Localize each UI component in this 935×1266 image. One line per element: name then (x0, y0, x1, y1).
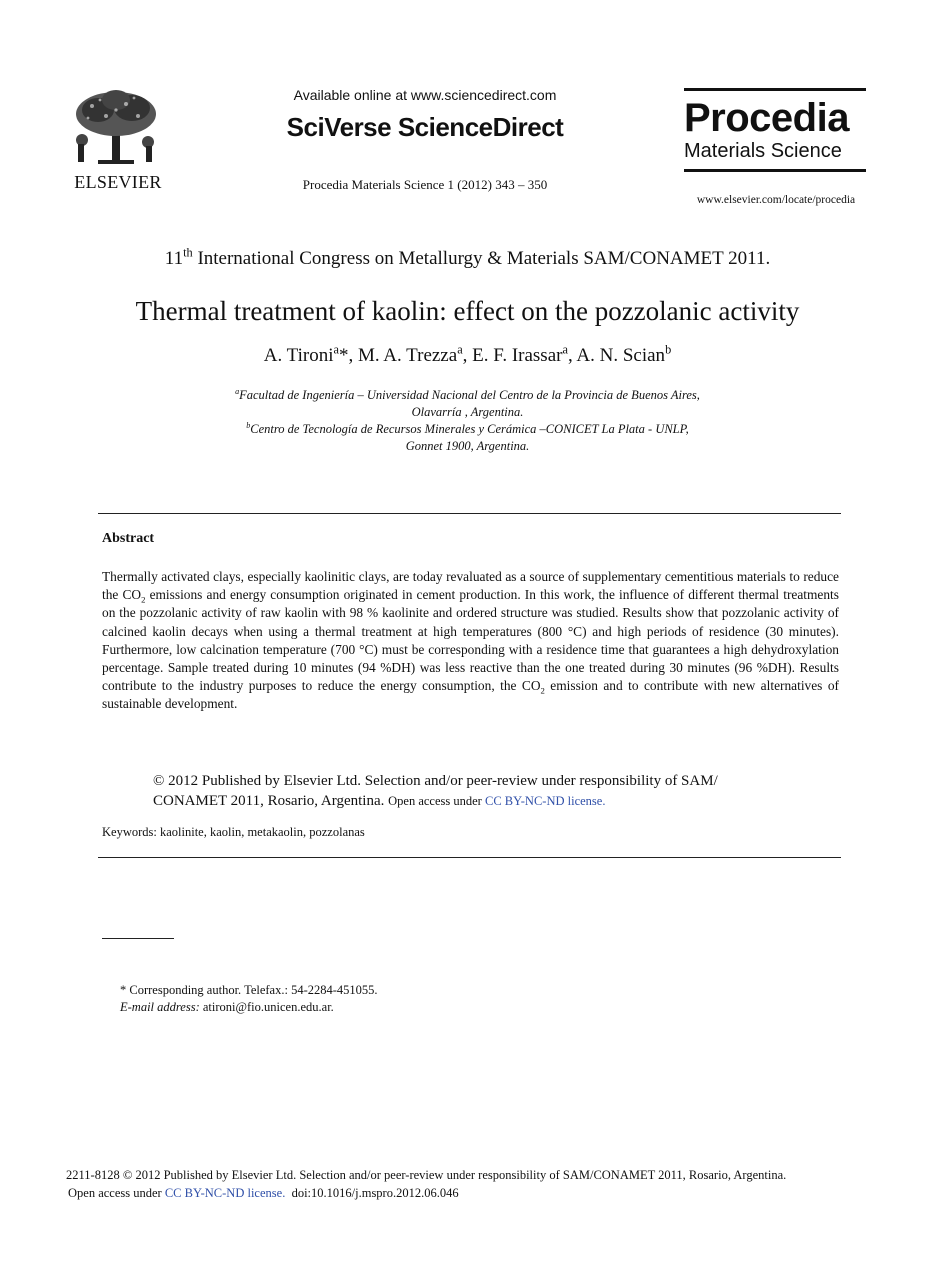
footnote-rule (102, 938, 174, 939)
abstract-heading: Abstract (102, 531, 155, 546)
elsevier-tree-icon (68, 88, 164, 170)
author-name: M. A. Trezza (357, 345, 458, 366)
license-link[interactable]: CC BY-NC-ND license. (484, 794, 606, 808)
journal-url[interactable]: www.elsevier.com/locate/procedia (696, 194, 856, 206)
email-address[interactable]: atironi@fio.unicen.edu.ar. (199, 1000, 334, 1014)
platform-name: SciVerse ScienceDirect (286, 112, 564, 142)
abstract-body: Thermally activated clays, especially kaolinitic clays, are today revaluated as a source of supplementary cementitious materials to reduce the $CO_2$ emissions and energy consumption originated in cement production. In this work, the influence of different thermal treatments on the pozzolanic activity of raw kaolin with 98 % kaolinite and ordered structure was studied. Results show that pozzolanic activity of calcined kaolin decays when using a thermal treatment at high temperatures (800 °C) and high periods of residence (30 minutes). Furthermore, low calcination temperature (700 °C) must be corresponding with a residence time that guarantees a high dehydroxylation percentage. Sample treated during 10 minutes (94 %DH) was less reactive than the one treated during 30 minutes (96 %DH). Results contribute to the industry purposes to reduce the energy consumption, the $CO_2$ emission and to contribute with new alternatives of sustainable development. (102, 569, 839, 712)
journal-brand-subtitle: Materials Science (684, 140, 842, 162)
author-name: E. F. Irassar (472, 345, 563, 366)
affiliation-b-line2: Gonnet 1900, Argentina. (405, 439, 530, 453)
doi-line: Open access under CC BY-NC-ND license. doi:10.1016/j.mspro.2012.06.046 (68, 1186, 459, 1200)
issn-copyright-line: 2211-8128 © 2012 Published by Elsevier Ltd. Selection and/or peer-review under responsibility of SAM/CONAMET 2011, Rosario, Argentina. (66, 1168, 787, 1182)
congress-line: 11th International Congress on Metallurgy & Materials SAM/CONAMET 2011. (164, 245, 771, 269)
divider (98, 857, 841, 858)
journal-brand (684, 88, 866, 172)
author-name: A. Tironi (263, 345, 334, 366)
journal-brand-title: Procedia (684, 96, 849, 140)
doi[interactable]: doi:10.1016/j.mspro.2012.06.046 (291, 1186, 459, 1200)
brand-bottom-bar (684, 169, 866, 172)
license-link[interactable]: CC BY-NC-ND license. (164, 1186, 286, 1200)
email-note: E-mail address: atironi@fio.unicen.edu.ar. (120, 1000, 334, 1014)
corresponding-author-note: * Corresponding author. Telefax.: 54-2284-451055. (120, 983, 378, 997)
divider (98, 513, 841, 514)
publisher-name: ELSEVIER (74, 172, 162, 192)
affiliation-a-line1: $^a$Facultad de Ingeniería – Universidad Nacional del Centro de la Provincia de Buenos Aires, (235, 386, 700, 402)
available-online-text[interactable]: Available online at www.sciencedirect.com (293, 87, 557, 103)
paper-title: Thermal treatment of kaolin: effect on the pozzolanic activity (135, 296, 800, 326)
affiliation-a-line2: Olavarría , Argentina. (411, 405, 524, 419)
author-name: A. N. Scian (576, 345, 666, 366)
affiliation-b-line1: $^b$Centro de Tecnología de Recursos Minerales y Cerámica –CONICET La Plata - UNLP, (246, 420, 689, 436)
brand-top-bar (684, 88, 866, 91)
keywords: Keywords: kaolinite, kaolin, metakaolin, pozzolanas (102, 825, 365, 839)
author-list: A. Tironi$^a$*, M. A. Trezza$^a$, E. F. Irassar$^a$, A. N. Scian$^b$ (263, 342, 672, 366)
copyright-notice: © 2012 Published by Elsevier Ltd. Selection and/or peer-review under responsibility of SAM/ CONAMET 2011, Rosario, Argentina. Open access under CC BY-NC-ND license. (153, 773, 718, 809)
journal-citation: Procedia Materials Science 1 (2012) 343 – 350 (302, 177, 548, 192)
